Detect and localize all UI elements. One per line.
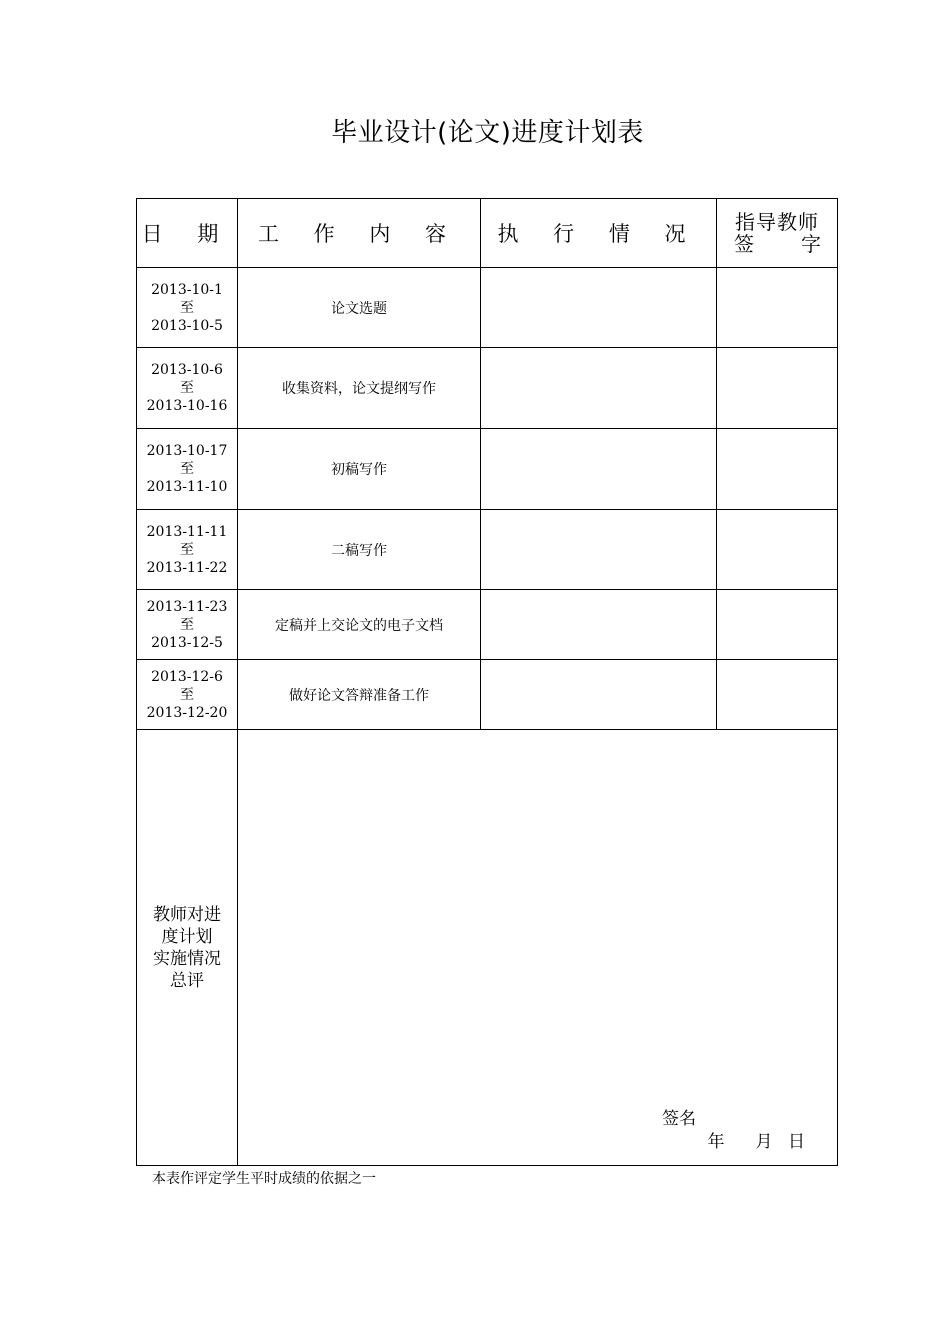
review-row: [137, 730, 838, 1166]
execution-cell[interactable]: [481, 429, 717, 510]
execution-cell[interactable]: [481, 268, 717, 348]
signature-cell[interactable]: [717, 660, 838, 730]
task-cell: 论文选题: [238, 268, 481, 348]
table-row: [137, 348, 838, 429]
page-title: 毕业设计(论文)进度计划表: [331, 118, 644, 148]
task-cell: 收集资料，论文提纲写作: [238, 348, 481, 429]
header-date: 日 期: [137, 199, 238, 268]
table-row: [137, 510, 838, 590]
table-header-row: [137, 199, 838, 268]
table-row: [137, 660, 838, 730]
header-signature-line2: 签 字: [734, 232, 821, 256]
header-execution: 执 行 情 况: [481, 199, 717, 268]
task-cell: 做好论文答辩准备工作: [238, 660, 481, 730]
date-range-cell: 2013-10-17 至 2013-11-10: [137, 429, 238, 510]
date-range-cell: 2013-12-6 至 2013-12-20: [137, 660, 238, 730]
year-label: 年: [707, 1132, 725, 1152]
date-range-cell: 2013-10-6 至 2013-10-16: [137, 348, 238, 429]
table-row: [137, 268, 838, 348]
signature-cell[interactable]: [717, 268, 838, 348]
task-cell: 定稿并上交论文的电子文档: [238, 590, 481, 660]
table-row: [137, 429, 838, 510]
date-range-cell: 2013-11-23 至 2013-12-5: [137, 590, 238, 660]
table-row: [137, 590, 838, 660]
month-label: 月: [755, 1132, 773, 1152]
progress-plan-table: [136, 198, 838, 1166]
review-comment-area[interactable]: [238, 730, 838, 1166]
date-range-cell: 2013-11-11 至 2013-11-22: [137, 510, 238, 590]
day-label: 日: [788, 1132, 805, 1152]
execution-cell[interactable]: [481, 660, 717, 730]
date-range-cell: 2013-10-1 至 2013-10-5: [137, 268, 238, 348]
execution-cell[interactable]: [481, 348, 717, 429]
footnote: 本表作评定学生平时成绩的依据之一: [152, 1171, 376, 1187]
task-cell: 初稿写作: [238, 429, 481, 510]
execution-cell[interactable]: [481, 590, 717, 660]
review-sign-date: [692, 1127, 805, 1152]
header-signature-line1: 指导教师: [735, 210, 819, 234]
header-advisor-signature: [717, 199, 838, 268]
signature-cell[interactable]: [717, 510, 838, 590]
signature-cell[interactable]: [717, 429, 838, 510]
signature-cell[interactable]: [717, 590, 838, 660]
signature-cell[interactable]: [717, 348, 838, 429]
header-content: 工 作 内 容: [238, 199, 481, 268]
execution-cell[interactable]: [481, 510, 717, 590]
review-label: 教师对进 度计划 实施情况 总评: [137, 730, 238, 1166]
review-sign-label: 签名: [662, 1109, 696, 1129]
task-cell: 二稿写作: [238, 510, 481, 590]
